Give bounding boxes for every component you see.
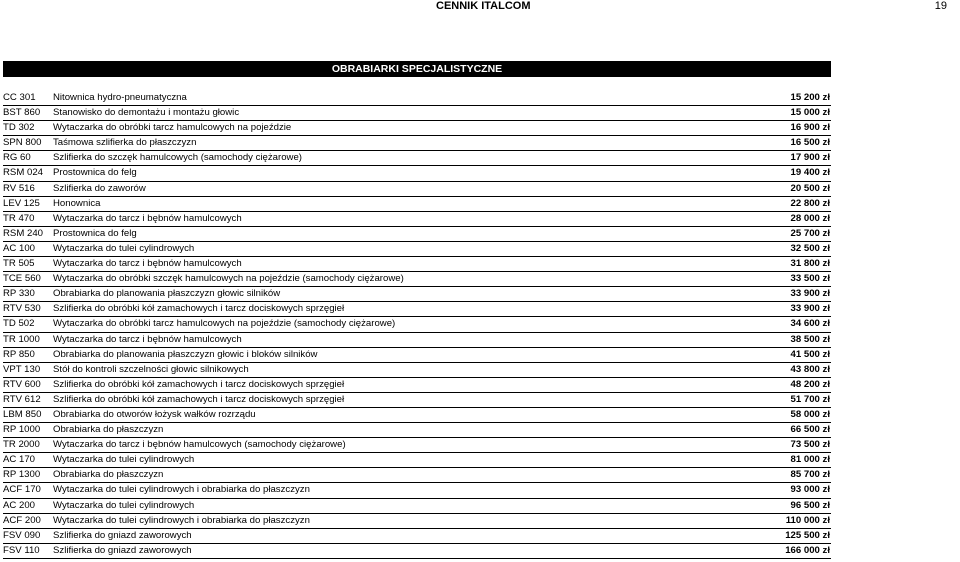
table-row xyxy=(3,333,831,348)
product-code: RSM 024 xyxy=(3,167,43,179)
product-name: Obrabiarka do płaszczyzn xyxy=(53,469,164,481)
table-row xyxy=(3,302,831,317)
product-name: Szlifierka do obróbki kół zamachowych i tarcz dociskowych sprzęgieł xyxy=(53,303,345,315)
product-code: RP 1000 xyxy=(3,424,41,436)
table-row xyxy=(3,272,831,287)
table-row xyxy=(3,151,831,166)
product-price: 66 500 zł xyxy=(790,424,830,436)
product-code: SPN 800 xyxy=(3,137,42,149)
product-price: 51 700 zł xyxy=(790,393,830,405)
product-code: TCE 560 xyxy=(3,273,41,285)
product-name: Szlifierka do gniazd zaworowych xyxy=(53,529,192,541)
product-price: 34 600 zł xyxy=(790,318,830,330)
page-number: 19 xyxy=(934,0,947,12)
product-code: TD 302 xyxy=(3,122,35,134)
table-row xyxy=(3,514,831,529)
section-header: OBRABIARKI SPECJALISTYCZNE xyxy=(3,61,831,77)
table-row xyxy=(3,91,831,106)
product-code: ACF 170 xyxy=(3,484,41,496)
product-code: RG 60 xyxy=(3,152,31,164)
product-price: 15 000 zł xyxy=(790,107,830,119)
table-row xyxy=(3,438,831,453)
product-code: TR 1000 xyxy=(3,333,40,345)
table-row xyxy=(3,378,831,393)
product-code: VPT 130 xyxy=(3,363,41,375)
table-row xyxy=(3,136,831,151)
table-row xyxy=(3,121,831,136)
product-price: 166 000 zł xyxy=(785,544,830,556)
product-code: TD 502 xyxy=(3,318,35,330)
table-row xyxy=(3,529,831,544)
table-row xyxy=(3,423,831,438)
product-code: AC 200 xyxy=(3,499,35,511)
table-row xyxy=(3,242,831,257)
table-row xyxy=(3,257,831,272)
product-name: Wytaczarka do tarcz i bębnów hamulcowych xyxy=(53,333,242,345)
table-row xyxy=(3,393,831,408)
product-price: 15 200 zł xyxy=(790,92,830,103)
product-name: Prostownica do felg xyxy=(53,167,137,179)
product-price: 58 000 zł xyxy=(790,408,830,420)
product-code: TR 2000 xyxy=(3,439,40,451)
table-row xyxy=(3,363,831,378)
product-name: Wytaczarka do tulei cylindrowych xyxy=(53,242,195,254)
product-price: 16 900 zł xyxy=(790,122,830,134)
product-name: Honownica xyxy=(53,197,101,209)
product-code: FSV 090 xyxy=(3,529,41,541)
product-price: 81 000 zł xyxy=(790,454,830,466)
product-name: Wytaczarka do tulei cylindrowych xyxy=(53,454,195,466)
product-code: RP 850 xyxy=(3,348,35,360)
product-name: Szlifierka do obróbki kół zamachowych i tarcz dociskowych sprzęgieł xyxy=(53,393,345,405)
product-code: LEV 125 xyxy=(3,197,40,209)
product-price: 32 500 zł xyxy=(790,242,830,254)
table-row xyxy=(3,408,831,423)
product-code: FSV 110 xyxy=(3,544,40,556)
table-row xyxy=(3,182,831,197)
table-row xyxy=(3,106,831,121)
product-price: 38 500 zł xyxy=(790,333,830,345)
table-row xyxy=(3,287,831,302)
table-row xyxy=(3,453,831,468)
product-name: Obrabiarka do płaszczyzn xyxy=(53,424,164,436)
table-row xyxy=(3,544,831,559)
product-code: RTV 612 xyxy=(3,393,41,405)
product-code: RV 516 xyxy=(3,182,35,194)
product-name: Obrabiarka do planowania płaszczyzn głowic i bloków silników xyxy=(53,348,318,360)
product-price: 19 400 zł xyxy=(790,167,830,179)
product-code: AC 170 xyxy=(3,454,35,466)
table-row xyxy=(3,499,831,514)
table-row xyxy=(3,166,831,181)
product-name: Stół do kontroli szczelności głowic silnikowych xyxy=(53,363,249,375)
product-price: 43 800 zł xyxy=(790,363,830,375)
product-name: Wytaczarka do obróbki szczęk hamulcowych na pojeździe (samochody ciężarowe) xyxy=(53,273,404,285)
product-price: 33 900 zł xyxy=(790,288,830,300)
product-price: 96 500 zł xyxy=(790,499,830,511)
product-code: RTV 530 xyxy=(3,303,41,315)
product-name: Stanowisko do demontażu i montażu głowic xyxy=(53,107,240,119)
product-price: 31 800 zł xyxy=(790,258,830,270)
product-name: Wytaczarka do obróbki tarcz hamulcowych na pojeździe xyxy=(53,122,292,134)
product-name: Obrabiarka do planowania płaszczyzn głowic silników xyxy=(53,288,281,300)
table-row xyxy=(3,227,831,242)
product-name: Wytaczarka do tulei cylindrowych i obrabiarka do płaszczyzn xyxy=(53,514,310,526)
product-name: Wytaczarka do tarcz i bębnów hamulcowych (samochody ciężarowe) xyxy=(53,439,346,451)
product-price: 33 500 zł xyxy=(790,273,830,285)
product-price: 48 200 zł xyxy=(790,378,830,390)
product-price: 93 000 zł xyxy=(790,484,830,496)
product-name: Szlifierka do szczęk hamulcowych (samochody ciężarowe) xyxy=(53,152,302,164)
product-price: 33 900 zł xyxy=(790,303,830,315)
product-price: 20 500 zł xyxy=(790,182,830,194)
product-code: BST 860 xyxy=(3,107,41,119)
product-name: Wytaczarka do obróbki tarcz hamulcowych na pojeździe (samochody ciężarowe) xyxy=(53,318,396,330)
table-row xyxy=(3,348,831,363)
product-code: RSM 240 xyxy=(3,227,43,239)
product-name: Nitownica hydro-pneumatyczna xyxy=(53,92,187,103)
product-price: 17 900 zł xyxy=(790,152,830,164)
product-name: Szlifierka do zaworów xyxy=(53,182,146,194)
product-price: 28 000 zł xyxy=(790,212,830,224)
product-code: TR 505 xyxy=(3,258,35,270)
price-table xyxy=(3,91,831,559)
product-price: 125 500 zł xyxy=(785,529,830,541)
table-row xyxy=(3,212,831,227)
product-price: 73 500 zł xyxy=(790,439,830,451)
product-code: RP 1300 xyxy=(3,469,41,481)
document-title: CENNIK ITALCOM xyxy=(436,0,531,12)
product-code: ACF 200 xyxy=(3,514,41,526)
product-name: Wytaczarka do tulei cylindrowych i obrabiarka do płaszczyzn xyxy=(53,484,310,496)
table-row xyxy=(3,483,831,498)
product-name: Taśmowa szlifierka do płaszczyzn xyxy=(53,137,197,149)
product-name: Wytaczarka do tarcz i bębnów hamulcowych xyxy=(53,212,242,224)
product-price: 22 800 zł xyxy=(790,197,830,209)
product-price: 25 700 zł xyxy=(790,227,830,239)
product-name: Obrabiarka do otworów łożysk wałków rozrządu xyxy=(53,408,256,420)
product-code: RP 330 xyxy=(3,288,35,300)
product-price: 41 500 zł xyxy=(790,348,830,360)
product-code: CC 301 xyxy=(3,92,36,103)
product-code: LBM 850 xyxy=(3,408,42,420)
product-code: TR 470 xyxy=(3,212,35,224)
product-price: 85 700 zł xyxy=(790,469,830,481)
table-row xyxy=(3,468,831,483)
product-name: Szlifierka do gniazd zaworowych xyxy=(53,544,192,556)
product-name: Szlifierka do obróbki kół zamachowych i tarcz dociskowych sprzęgieł xyxy=(53,378,345,390)
product-price: 16 500 zł xyxy=(790,137,830,149)
product-price: 110 000 zł xyxy=(785,514,830,526)
product-name: Wytaczarka do tarcz i bębnów hamulcowych xyxy=(53,258,242,270)
product-code: RTV 600 xyxy=(3,378,41,390)
table-row xyxy=(3,317,831,332)
product-name: Wytaczarka do tulei cylindrowych xyxy=(53,499,195,511)
table-row xyxy=(3,197,831,212)
product-name: Prostownica do felg xyxy=(53,227,137,239)
product-code: AC 100 xyxy=(3,242,35,254)
